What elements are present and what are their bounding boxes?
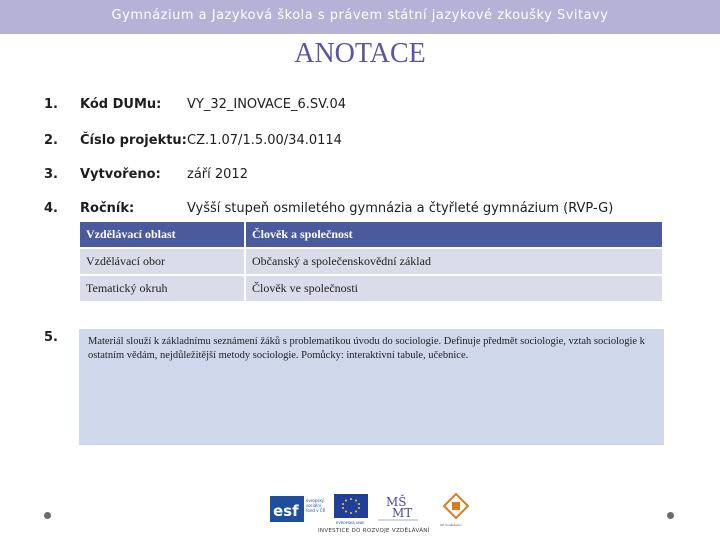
subject-table [78,220,664,303]
op-vk-logo-icon [440,494,468,527]
eu-flag-icon [334,494,368,525]
row-number: 4. [44,201,58,216]
row-number: 3. [44,167,58,182]
row-value: CZ.1.07/1.5.00/34.0114 [187,133,342,148]
row-label: Kód DUMu: [80,97,162,112]
svg-text:sociální: sociální [306,503,322,508]
row-number: 1. [44,97,58,112]
school-name: Gymnázium a Jazyková škola s právem státní jazykové zkoušky Svitavy [111,8,609,23]
row-number: 5. [44,330,58,345]
row-value: září 2012 [187,167,248,182]
row-value: Vyšší stupeň osmiletého gymnázia a čtyřleté gymnázium (RVP-G) [187,201,614,216]
table-key: Tematický okruh [79,275,245,302]
svg-text:MT: MT [392,506,413,520]
svg-text:fond v ČR: fond v ČR [306,508,326,513]
table-key: Vzdělávací obor [79,248,245,275]
row-label: Číslo projektu: [80,133,187,148]
footer-tagline: INVESTICE DO ROZVOJE VZDĚLÁVÁNÍ [318,528,430,534]
row-value: VY_32_INOVACE_6.SV.04 [187,97,347,112]
table-row [79,221,663,248]
annotation-box [79,329,664,445]
table-row [79,248,663,275]
row-label: Vytvořeno: [80,167,161,182]
svg-text:EVROPSKÁ UNIE: EVROPSKÁ UNIE [336,521,365,525]
row-number: 2. [44,133,58,148]
page-title: ANOTACE [294,38,426,69]
svg-text:evropský: evropský [306,498,324,503]
table-value: Člověk a společnost [245,221,663,248]
svg-text:esf: esf [273,502,299,520]
table-value: Člověk ve společnosti [245,275,663,302]
table-value: Občanský a společenskovědní základ [245,248,663,275]
msmt-logo-icon [378,493,418,520]
table-key: Vzdělávací oblast [79,221,245,248]
svg-text:MŠ: MŠ [386,495,407,509]
esf-logo-icon [270,496,326,522]
annotation-text: Materiál slouží k základnímu seznámení žáků s problematikou úvodu do sociologie. Definuje předmět sociologie, vztah sociologie k ostatním vědám, nejdůležitější metody sociologie. Pomůcky: interaktivní tabule, učebnice. [88,336,645,361]
table-row [79,275,663,302]
svg-text:OP Vzdělávání: OP Vzdělávání [440,523,462,527]
bullet-dot-left [44,512,51,519]
bullet-dot-right [667,512,674,519]
row-label: Ročník: [80,201,135,216]
